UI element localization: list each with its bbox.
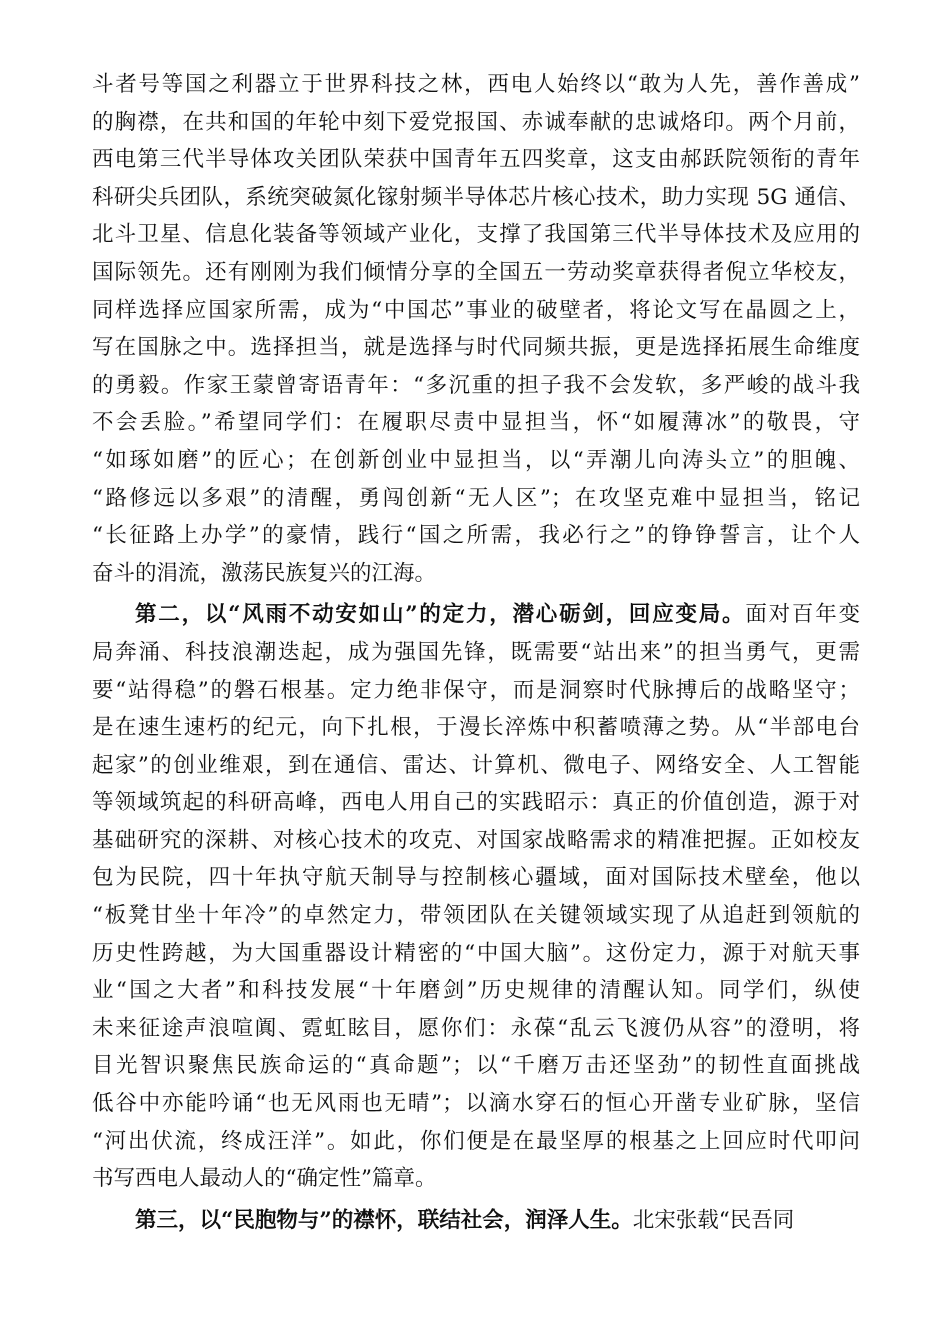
text-line: [92, 1160, 860, 1198]
text-run: “如琢如磨”的匠心；在创新创业中显担当，以“弄潮儿向涛头立”的胆魄、: [92, 447, 860, 473]
text-run: 北宋张载“民吾同: [632, 1207, 795, 1233]
text-line: [92, 1010, 860, 1048]
text-run: 写在国脉之中。选择担当，就是选择与时代同频共振，更是选择拓展生命维度: [92, 335, 860, 361]
text-run: 奋斗的涓流，激荡民族复兴的江海。: [92, 560, 437, 586]
text-run: 不会丢脸。”希望同学们：在履职尽责中显担当，怀“如履薄冰”的敬畏，守: [92, 410, 860, 436]
text-run: “板凳甘坐十年冷”的卓然定力，带领团队在关键领域实现了从追赶到领航的: [92, 903, 860, 929]
text-run: 的胸襟，在共和国的年轮中刻下爱党报国、赤诚奉献的忠诚烙印。两个月前，: [92, 109, 860, 135]
text-line: [92, 784, 860, 822]
paragraph: [92, 66, 860, 592]
text-line: [92, 897, 860, 935]
text-line: [92, 480, 860, 518]
text-run: 书写西电人最动人的“确定性”篇章。: [92, 1166, 437, 1192]
text-run: “长征路上办学”的豪情，践行“国之所需，我必行之”的铮铮誓言，让个人: [92, 523, 860, 549]
text-line: [92, 1123, 860, 1161]
paragraph: [92, 1202, 860, 1240]
text-run: 要“站得稳”的磐石根基。定力绝非保守，而是洞察时代脉搏后的战略坚守；: [92, 677, 860, 703]
text-run: 斗者号等国之利器立于世界科技之林，西电人始终以“敢为人先，善作善成”: [92, 72, 860, 97]
paragraph-heading: 第三，以“民胞物与”的襟怀，联结社会，润泽人生。: [135, 1207, 633, 1233]
text-line: [92, 104, 860, 142]
text-line: [92, 141, 860, 179]
text-run: 基础研究的深耕、对核心技术的攻克、对国家战略需求的精准把握。正如校友: [92, 827, 860, 853]
text-run: 西电第三代半导体攻关团队荣获中国青年五四奖章，这支由郝跃院领衔的青年: [92, 147, 860, 173]
text-line: [92, 404, 860, 442]
text-line: [92, 1085, 860, 1123]
text-run: 起家”的创业维艰，到在通信、雷达、计算机、微电子、网络安全、人工智能: [92, 752, 860, 778]
text-line: [92, 292, 860, 330]
text-run: “路修远以多艰”的清醒，勇闯创新“无人区”；在攻坚克难中显担当，铭记: [92, 485, 860, 511]
text-run: “河出伏流，终成汪洋”。如此，你们便是在最坚厚的根基之上回应时代叩问: [92, 1128, 860, 1154]
text-line: [92, 254, 860, 292]
text-line: [92, 859, 860, 897]
text-line: [92, 1202, 860, 1240]
text-run: 目光智识聚焦民族命运的“真命题”；以“千磨万击还坚劲”的韧性直面挑战: [92, 1053, 860, 1079]
text-line: [92, 709, 860, 747]
document-page: [92, 66, 860, 1239]
text-line: [92, 517, 860, 555]
text-line: [92, 367, 860, 405]
text-line: [92, 179, 860, 217]
text-line: [92, 747, 860, 785]
text-line: [92, 1047, 860, 1085]
text-line: [92, 935, 860, 973]
text-run: 同样选择应国家所需，成为“中国芯”事业的破壁者，将论文写在晶圆之上，: [92, 297, 860, 323]
text-run: 历史性跨越，为大国重器设计精密的“中国大脑”。这份定力，源于对航天事: [92, 940, 860, 966]
text-line: [92, 216, 860, 254]
text-run: 低谷中亦能吟诵“也无风雨也无晴”；以滴水穿石的恒心开凿专业矿脉，坚信: [92, 1091, 860, 1117]
text-line: [92, 634, 860, 672]
paragraph: [92, 596, 860, 1198]
text-line: [92, 329, 860, 367]
text-run: 国际领先。还有刚刚为我们倾情分享的全国五一劳动奖章获得者倪立华校友，: [92, 259, 860, 285]
paragraph-heading: 第二，以“风雨不动安如山”的定力，潜心砺剑，回应变局。: [135, 602, 746, 628]
text-run: 包为民院，四十年执守航天制导与控制核心疆域，面对国际技术壁垒，他以: [92, 865, 860, 891]
text-run: 等领域筑起的科研高峰，西电人用自己的实践昭示：真正的价值创造，源于对: [92, 790, 860, 816]
text-run: 未来征途声浪喧阗、霓虹眩目，愿你们：永葆“乱云飞渡仍从容”的澄明，将: [92, 1015, 860, 1041]
text-line: [92, 596, 860, 634]
text-run: 科研尖兵团队，系统突破氮化镓射频半导体芯片核心技术，助力实现 5G 通信、: [92, 184, 860, 210]
text-run: 是在速生速朽的纪元，向下扎根，于漫长淬炼中积蓄喷薄之势。从“半部电台: [92, 715, 860, 741]
text-run: 北斗卫星、信息化装备等领域产业化，支撑了我国第三代半导体技术及应用的: [92, 222, 860, 248]
text-line: [92, 822, 860, 860]
text-run: 局奔涌、科技浪潮迭起，成为强国先锋，既需要“站出来”的担当勇气，更需: [92, 639, 860, 665]
text-run: 面对百年变: [745, 602, 860, 628]
text-run: 的勇毅。作家王蒙曾寄语青年：“多沉重的担子我不会发软，多严峻的战斗我: [92, 372, 860, 398]
text-line: [92, 972, 860, 1010]
text-line: [92, 66, 860, 104]
text-line: [92, 555, 860, 593]
text-line: [92, 442, 860, 480]
text-run: 业“国之大者”和科技发展“十年磨剑”历史规律的清醒认知。同学们，纵使: [92, 978, 860, 1004]
text-line: [92, 672, 860, 710]
